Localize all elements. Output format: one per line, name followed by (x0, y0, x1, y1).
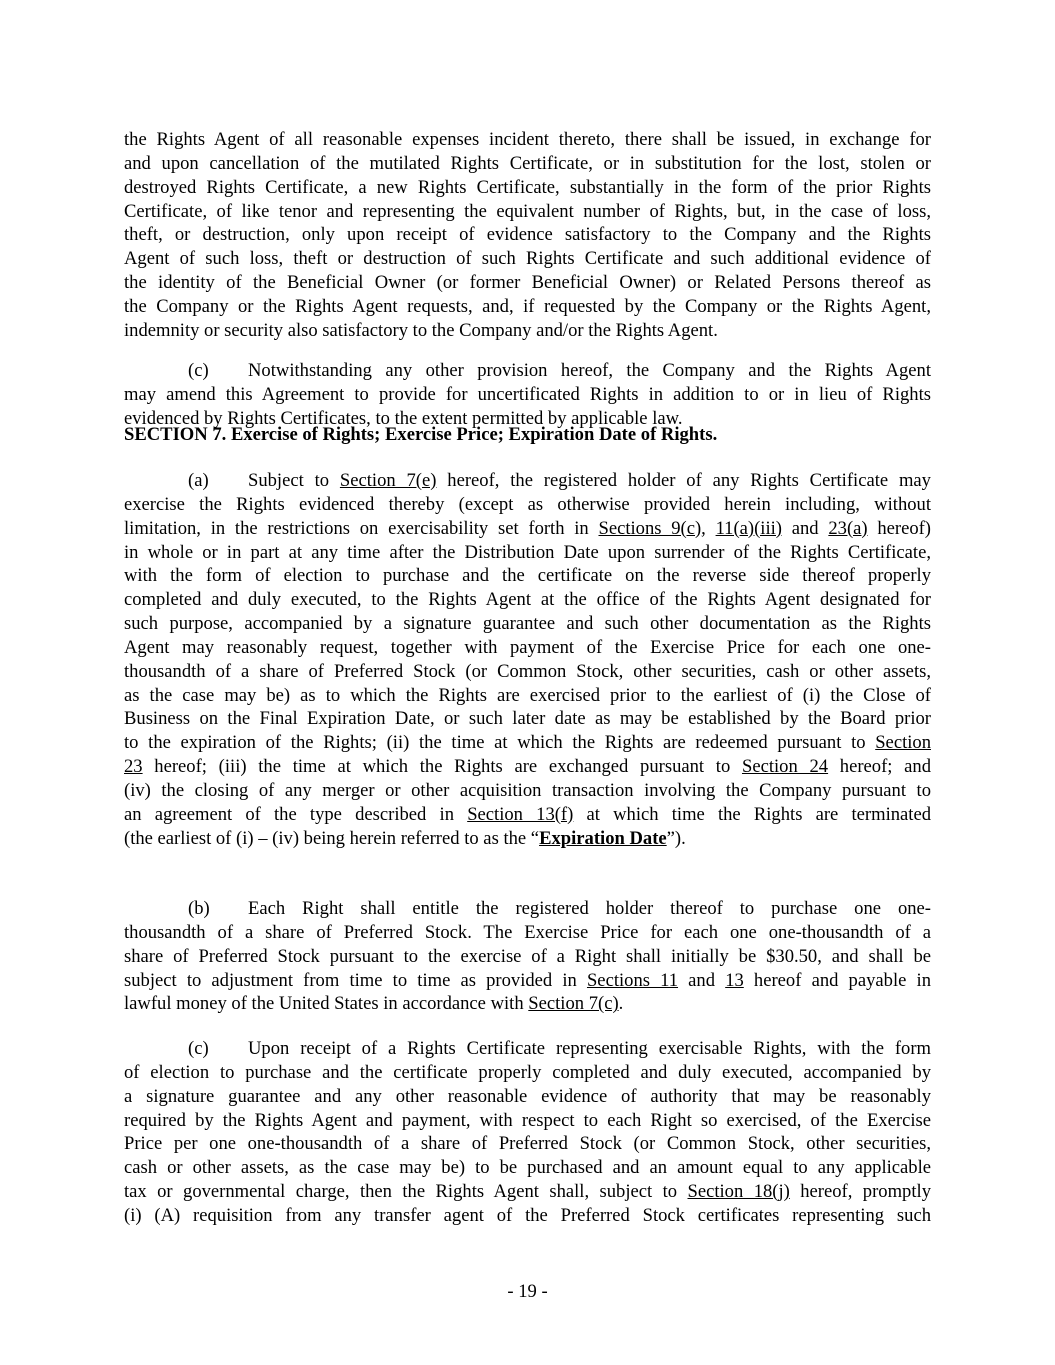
text-segment: exercise the Rights evidenced thereby (except as otherwise provided herein including, without (124, 493, 931, 515)
text-line (124, 660, 931, 684)
section-reference: Section 24 (741, 756, 829, 778)
section-heading (124, 423, 931, 447)
section-reference: 23(a) (828, 517, 868, 539)
text-line (124, 1037, 931, 1061)
text-segment: thousandth of a share of Preferred Stock. The Exercise Price for each one one-thousandth of a (124, 921, 931, 943)
text-segment: Each Right shall entitle the registered holder thereof to purchase one one- (248, 898, 931, 919)
text-line (124, 945, 931, 969)
text-segment: completed and duly executed, to the Rights Agent at the office of the Rights Agent designated for (124, 589, 931, 611)
text-segment: (i) (A) requisition from any transfer agent of the Preferred Stock certificates representing such (124, 1204, 931, 1226)
text-segment: required by the Rights Agent and payment, with respect to each Right so exercised, of the Exercise (124, 1109, 931, 1131)
text-segment: an agreement of the type described in (124, 803, 468, 825)
text-segment: at which time the Rights are terminated (573, 803, 932, 825)
text-line (124, 1204, 931, 1228)
paragraph-label: (c) (188, 360, 209, 381)
text-segment: hereof) (867, 517, 931, 539)
text-segment: Subject to (248, 470, 340, 491)
text-segment: and (678, 969, 726, 991)
text-segment: hereof, the registered holder of any Rights Certificate may (436, 470, 931, 491)
text-line (124, 517, 931, 541)
text-line (124, 469, 931, 493)
text-line (124, 152, 931, 176)
text-segment: cash or other assets, as the case may be) to be purchased and an amount equal to any applicable (124, 1157, 931, 1179)
section-reference: Sections 9(c) (598, 517, 702, 539)
text-segment: Certificate, of like tenor and representing the equivalent number of Rights, but, in the case of loss, (124, 200, 931, 222)
text-segment: thousandth of a share of Preferred Stock (or Common Stock, other securities, cash or other assets, (124, 660, 931, 682)
text-line (124, 684, 931, 708)
text-segment: and upon cancellation of the mutilated Rights Certificate, or in substitution for the lost, stolen or (124, 152, 931, 174)
section-reference: Section (875, 732, 931, 754)
text-segment: hereof, promptly (789, 1181, 931, 1203)
text-segment: Agent may reasonably request, together with payment of the Exercise Price for each one one- (124, 636, 931, 658)
text-line (124, 612, 931, 636)
text-segment: the Rights Agent of all reasonable expenses incident thereto, there shall be issued, in exchange for (124, 129, 931, 150)
text-segment: indemnity or security also satisfactory to the Company and/or the Rights Agent. (124, 319, 718, 341)
text-line (124, 992, 931, 1016)
text-segment: of election to purchase and the certificate properly completed and duly executed, accompanied by (124, 1061, 931, 1083)
text-line (124, 1180, 931, 1204)
text-segment: . (618, 993, 624, 1015)
text-line (124, 319, 931, 343)
text-segment: (iv) the closing of any merger or other acquisition transaction involving the Company pursuant to (124, 779, 931, 801)
text-segment: Business on the Final Expiration Date, or such later date as may be established by the Board prior (124, 708, 931, 730)
text-segment: lawful money of the United States in accordance with (124, 993, 529, 1015)
text-line (124, 176, 931, 200)
text-line (124, 383, 931, 407)
text-segment: hereof and payable in (743, 969, 931, 991)
text-line (124, 271, 931, 295)
section-reference: Section 13(f) (467, 803, 574, 825)
text-line (124, 707, 931, 731)
text-line (124, 359, 931, 383)
text-segment: destroyed Rights Certificate, a new Rights Certificate, substantially in the form of the prior Rights (124, 176, 931, 198)
text-line (124, 803, 931, 827)
text-line (124, 636, 931, 660)
section-reference: Sections 11 (586, 969, 679, 991)
text-line (124, 200, 931, 224)
text-line (124, 247, 931, 271)
text-segment: Notwithstanding any other provision hereof, the Company and the Rights Agent (248, 360, 931, 381)
text-line (124, 295, 931, 319)
paragraph (124, 469, 931, 851)
text-line (124, 755, 931, 779)
text-line (124, 1109, 931, 1133)
text-segment: hereof; and (828, 756, 931, 778)
defined-term: Expiration Date (539, 827, 667, 849)
text-line (124, 493, 931, 517)
text-segment: the Company or the Rights Agent requests, and, if requested by the Company or the Rights Agent, (124, 295, 931, 317)
paragraph-label: (b) (188, 898, 210, 919)
text-segment: limitation, in the restrictions on exercisability set forth in (124, 517, 599, 539)
text-line (124, 128, 931, 152)
paragraph-label: (c) (188, 1038, 209, 1059)
text-segment: Upon receipt of a Rights Certificate representing exercisable Rights, with the form (248, 1038, 931, 1059)
page-number: - 19 - (507, 1281, 548, 1302)
text-segment: subject to adjustment from time to time as provided in (124, 969, 587, 991)
text-line (124, 731, 931, 755)
text-segment: a signature guarantee and any other reasonable evidence of authority that may be reasonably (124, 1085, 931, 1107)
text-segment: the identity of the Beneficial Owner (or former Beneficial Owner) or Related Persons thereof as (124, 272, 931, 294)
text-segment: SECTION 7. Exercise of Rights; Exercise Price; Expiration Date of Rights. (124, 424, 718, 445)
text-segment: hereof; (iii) the time at which the Rights are exchanged pursuant to (142, 756, 742, 778)
text-line (124, 541, 931, 565)
text-segment: may amend this Agreement to provide for uncertificated Rights in addition to or in lieu of Rights (124, 383, 931, 405)
paragraph (124, 897, 931, 1016)
text-line (124, 423, 931, 447)
text-line (124, 564, 931, 588)
text-line (124, 1132, 931, 1156)
section-reference: Section 7(c) (528, 993, 619, 1015)
text-line (124, 1061, 931, 1085)
text-segment: , (701, 517, 716, 539)
text-segment: to the expiration of the Rights; (ii) the time at which the Rights are redeemed pursuant to (124, 732, 876, 754)
text-segment: tax or governmental charge, then the Rights Agent shall, subject to (124, 1181, 688, 1203)
paragraph (124, 1037, 931, 1228)
text-line (124, 779, 931, 803)
text-line (124, 969, 931, 993)
section-reference: Section 18(j) (687, 1181, 790, 1203)
text-segment: such purpose, accompanied by a signature guarantee and such other documentation as the Rights (124, 613, 931, 635)
section-reference: 11(a)(iii) (715, 517, 782, 539)
text-segment: in whole or in part at any time after the Distribution Date upon surrender of the Rights Certificate, (124, 541, 931, 563)
text-segment: and (782, 517, 829, 539)
paragraph (124, 359, 931, 431)
text-segment: Price per one one-thousandth of a share of Preferred Stock (or Common Stock, other securities, (124, 1133, 931, 1155)
text-segment: evidenced by Rights Certificates, to the extent permitted by applicable law. (124, 407, 683, 429)
text-line (124, 827, 931, 851)
section-reference: 23 (124, 756, 143, 778)
text-segment: (the earliest of (i) – (iv) being herein referred to as the “ (124, 827, 540, 849)
text-line (124, 1156, 931, 1180)
text-line (124, 588, 931, 612)
text-segment: theft, or destruction, only upon receipt of evidence satisfactory to the Company and the Rights (124, 224, 931, 246)
text-line (124, 223, 931, 247)
section-reference: Section 7(e) (339, 470, 437, 491)
paragraph (124, 128, 931, 343)
text-segment: ”). (666, 827, 686, 849)
text-segment: Agent of such loss, theft or destruction of such Rights Certificate and such additional evidence of (124, 248, 931, 270)
paragraph-label: (a) (188, 470, 209, 491)
text-segment: share of Preferred Stock pursuant to the exercise of a Right shall initially be $30.50, and shall be (124, 945, 931, 967)
text-line (124, 897, 931, 921)
text-segment: as the case may be) as to which the Rights are exercised prior to the earliest of (i) the Close of (124, 684, 931, 706)
text-line (124, 1085, 931, 1109)
text-line (124, 921, 931, 945)
text-segment: with the form of election to purchase and the certificate on the reverse side thereof properly (124, 565, 931, 587)
section-reference: 13 (725, 969, 744, 991)
